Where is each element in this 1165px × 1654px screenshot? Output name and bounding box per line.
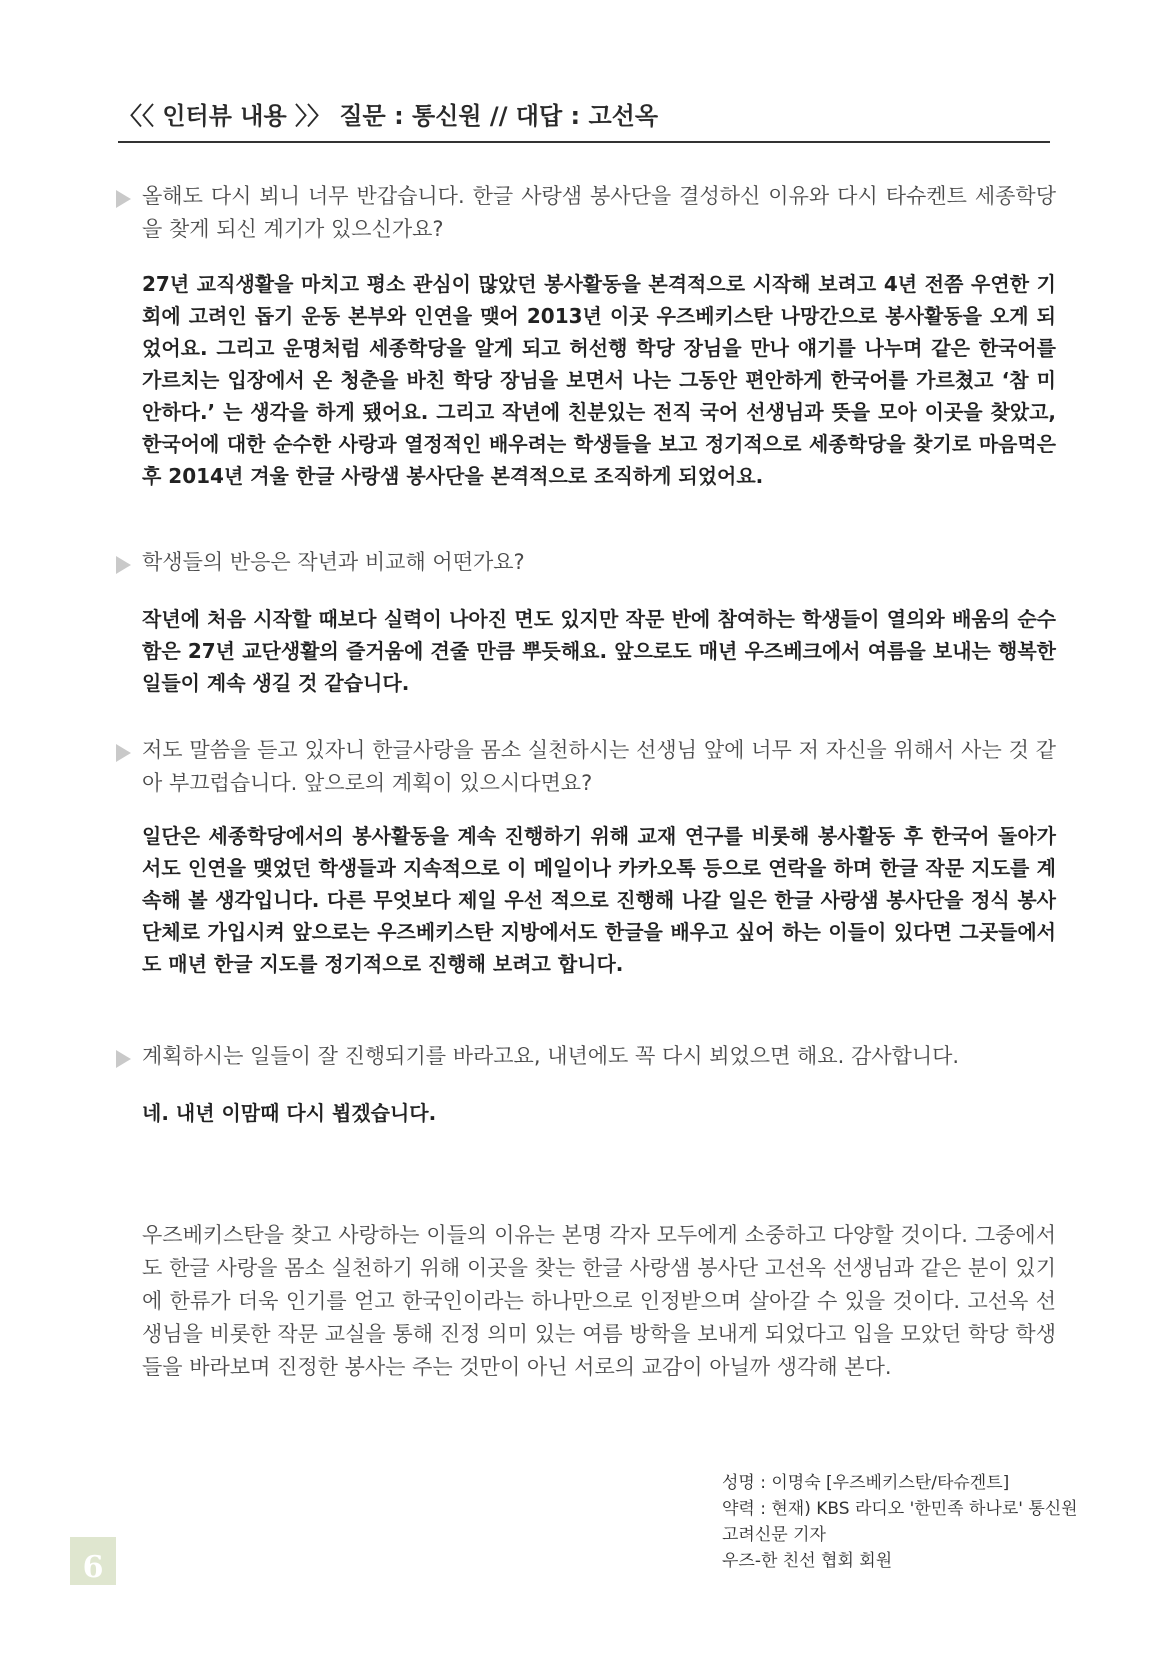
question-1 [116, 180, 1056, 246]
question-2 [116, 546, 1056, 579]
author-bio [722, 1470, 1122, 1574]
triangle-bullet-icon [116, 190, 131, 208]
bio-line: 우즈-한 친선 협회 회원 [722, 1551, 893, 1571]
page-title: 〈〈 인터뷰 내용 〉〉 질문 : 통신원 // 대답 : 고선옥 [118, 96, 1050, 143]
triangle-bullet-icon [116, 744, 131, 762]
answer-4: 네. 내년 이맘때 다시 뵙겠습니다. [142, 1101, 437, 1125]
question-4 [116, 1040, 1056, 1073]
answer-2: 작년에 처음 시작할 때보다 실력이 나아진 면도 있지만 작문 반에 참여하는 학생들이 열의와 배움의 순수함은 27년 교단생활의 즐거움에 견줄 만큼 뿌듯해요. 앞으로도 매년 우즈베크에서 여름을 보내는 행복한 일들이 계속 생길 것 같습니다. [142, 607, 1056, 695]
question-text: 올해도 다시 뵈니 너무 반갑습니다. 한글 사랑샘 봉사단을 결성하신 이유와 다시 타슈켄트 세종학당을 찾게 되신 계기가 있으신가요? [142, 184, 1056, 241]
triangle-bullet-icon [116, 556, 131, 574]
answer-1: 27년 교직생활을 마치고 평소 관심이 많았던 봉사활동을 본격적으로 시작해 보려고 4년 전쯤 우연한 기회에 고려인 돕기 운동 본부와 인연을 맺어 2013년 이곳 우즈베키스탄 나망간으로 봉사활동을 오게 되었어요. 그리고 운명처럼 세종학당을 알게 되고 허선행 학당 장님을 만나 얘기를 나누며 같은 한국어를 가르치는 입장에서 온 청춘을 바친 학당 장님을 보면서 나는 그동안 편안하게 한국어를 가르쳤고 ‘참 미안하다.’ 는 생각을 하게 됐어요. 그리고 작년에 친분있는 전직 국어 선생님과 뜻을 모아 이곳을 찾았고, 한국어에 대한 순수한 사랑과 열정적인 배우려는 학생들을 보고 정기적으로 세종학당을 찾기로 마음먹은 후 2014년 겨울 한글 사랑샘 봉사단을 본격적으로 조직하게 되었어요. [142, 272, 1056, 488]
page-number: 6 [70, 1537, 116, 1585]
bio-career: 약력 : 현재) KBS 라디오 '한민족 하나로' 통신원 [722, 1499, 1078, 1519]
bio-line: 고려신문 기자 [722, 1525, 826, 1545]
triangle-bullet-icon [116, 1050, 131, 1068]
question-text: 학생들의 반응은 작년과 비교해 어떤가요? [142, 550, 525, 574]
answer-3: 일단은 세종학당에서의 봉사활동을 계속 진행하기 위해 교재 연구를 비롯해 봉사활동 후 한국어 돌아가서도 인연을 맺었던 학생들과 지속적으로 이 메일이나 카카오톡 등으로 연락을 하며 한글 작문 지도를 계속해 볼 생각입니다. 다른 무엇보다 제일 우선 적으로 진행해 나갈 일은 한글 사랑샘 봉사단을 정식 봉사단체로 가입시켜 앞으로는 우즈베키스탄 지방에서도 한글을 배우고 싶어 하는 이들이 있다면 그곳들에서도 매년 한글 지도를 정기적으로 진행해 보려고 합니다. [142, 824, 1056, 976]
closing-paragraph: 우즈베키스탄을 찾고 사랑하는 이들의 이유는 본명 각자 모두에게 소중하고 다양할 것이다. 그중에서도 한글 사랑을 몸소 실천하기 위해 이곳을 찾는 한글 사랑샘 봉사단 고선옥 선생님과 같은 분이 있기에 한류가 더욱 인기를 얻고 한국인이라는 하나만으로 인정받으며 살아갈 수 있을 것이다. 고선옥 선생님을 비롯한 작문 교실을 통해 진정 의미 있는 여름 방학을 보내게 되었다고 입을 모았던 학당 학생들을 바라보며 진정한 봉사는 주는 것만이 아닌 서로의 교감이 아닐까 생각해 본다. [142, 1223, 1056, 1379]
question-text: 저도 말씀을 듣고 있자니 한글사랑을 몸소 실천하시는 선생님 앞에 너무 저 자신을 위해서 사는 것 같아 부끄럽습니다. 앞으로의 계획이 있으시다면요? [142, 738, 1056, 795]
bio-name: 성명 : 이명숙 [우즈베키스탄/타슈겐트] [722, 1473, 1010, 1493]
question-3 [116, 734, 1056, 800]
question-text: 계획하시는 일들이 잘 진행되기를 바라고요, 내년에도 꼭 다시 뵈었으면 해요. 감사합니다. [142, 1044, 960, 1068]
